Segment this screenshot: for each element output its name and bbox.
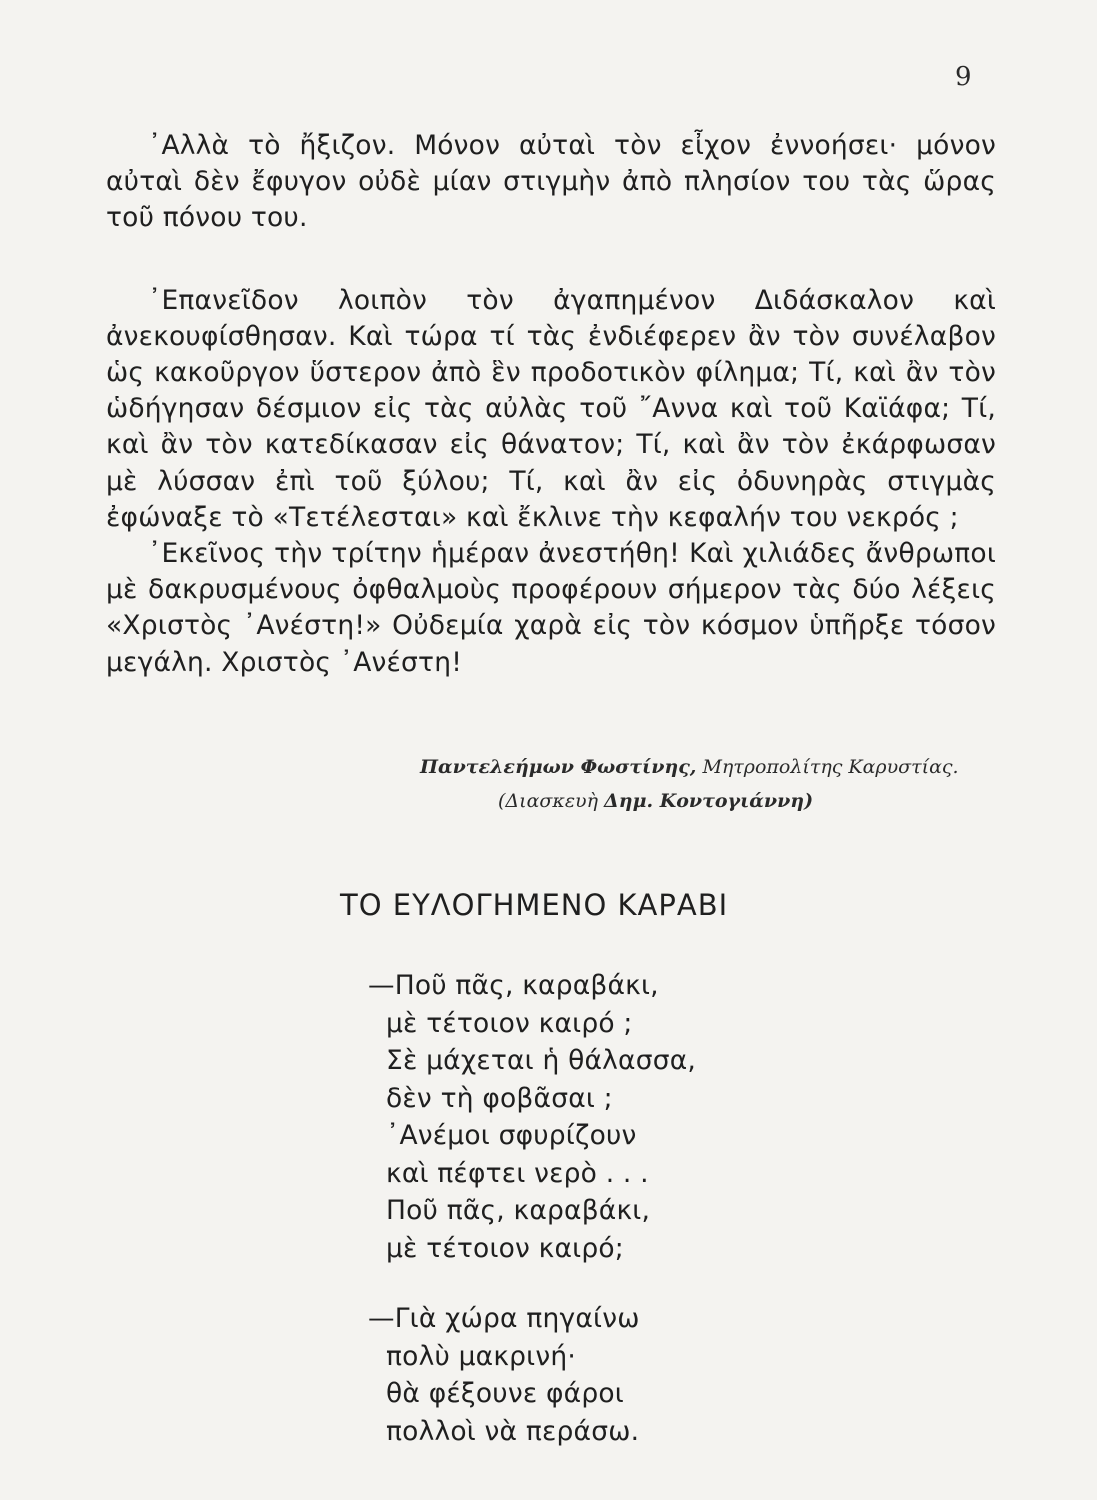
verse-line: θὰ φέξουνε φάροι	[386, 1378, 624, 1409]
verse-line: —Ποῦ πᾶς, καραβάκι,	[368, 970, 659, 1001]
paragraph-3: ᾽Εκεῖνος τὴν τρίτην ἡμέραν ἀνεστήθη! Καὶ χιλιάδες ἄνθρωποι μὲ δακρυσμένους ὀφθαλμοὺς προφέρουν σήμερον τὰς δύο λέξεις «Χριστὸς ᾽Ανέστη!» Οὐδεμία χαρὰ εἰς τὸν κόσμον ὑπῆρξε τόσον μεγάλη. Χριστὸς ᾽Ανέστη!	[106, 538, 996, 678]
verse-line: —Γιὰ χώρα πηγαίνω	[368, 1303, 640, 1334]
verse-line: ᾽Ανέμοι σφυρίζουν	[386, 1120, 637, 1151]
verse-line: καὶ πέφτει νερὸ . . .	[386, 1157, 649, 1189]
author-title: Μητροπολίτης Καρυστίας.	[702, 756, 959, 778]
paragraph-1: ᾽Αλλὰ τὸ ἤξιζον. Μόνον αὐταὶ τὸν εἶχον ἐννοήσει· μόνον αὐταὶ δὲν ἔφυγον οὐδὲ μίαν στιγμὴν ἀπὸ πλησίον του τὰς ὥρας τοῦ πόνου του.	[106, 130, 996, 234]
signature-author-line	[420, 750, 980, 784]
poem-stanza-1	[368, 967, 696, 1267]
verse-line: Ποῦ πᾶς, καραβάκι,	[386, 1195, 651, 1226]
adapter-name: Δημ. Κοντογιάννη)	[604, 790, 814, 812]
adaptation-label: (Διασκευὴ	[498, 790, 598, 812]
verse-line: πολλοὶ νὰ περάσω.	[386, 1415, 640, 1447]
poem-title: ΤΟ ΕΥΛΟΓΗΜΕΝΟ ΚΑΡΑΒΙ	[340, 888, 729, 922]
verse-line: Σὲ μάχεται ἡ θάλασσα,	[386, 1045, 696, 1076]
paragraph-2: ᾽Επανεῖδον λοιπὸν τὸν ἀγαπημένον Διδάσκαλον καὶ ἀνεκουφίσθησαν. Καὶ τώρα τί τὰς ἐνδιέφερεν ἂν τὸν συνέλαβον ὡς κακοῦργον ὕστερον ἀπὸ ἓν προδοτικὸν φίλημα; Τί, καὶ ἂν τὸν ὡδήγησαν δέσμιον εἰς τὰς αὐλὰς τοῦ ῎Αννα καὶ τοῦ Καϊάφα; Τί, καὶ ἂν τὸν κατεδίκασαν εἰς θάνατον; Τί, καὶ ἂν τὸν ἐκάρφωσαν μὲ λύσσαν ἐπὶ τοῦ ξύλου; Τί, καὶ ἂν εἰς ὀδυνηρὰς στιγμὰς ἐφώναξε τὸ «Τετέλεσται» καὶ ἔκλινε τὴν κεφαλήν του νεκρός ;	[106, 284, 996, 533]
verse-line: μὲ τέτοιον καιρό ;	[386, 1007, 633, 1039]
prose-section	[106, 128, 996, 681]
signature-block	[420, 750, 980, 818]
signature-adaptation-line	[420, 784, 980, 818]
verse-line: δὲν τὴ φοβᾶσαι ;	[386, 1082, 613, 1114]
poem-stanza-2	[368, 1300, 640, 1450]
verse-line: μὲ τέτοιον καιρό;	[386, 1232, 624, 1264]
page-number: 9	[955, 62, 972, 92]
verse-line: πολὺ μακρινή·	[386, 1340, 576, 1372]
author-name: Παντελεήμων Φωστίνης,	[420, 756, 697, 778]
